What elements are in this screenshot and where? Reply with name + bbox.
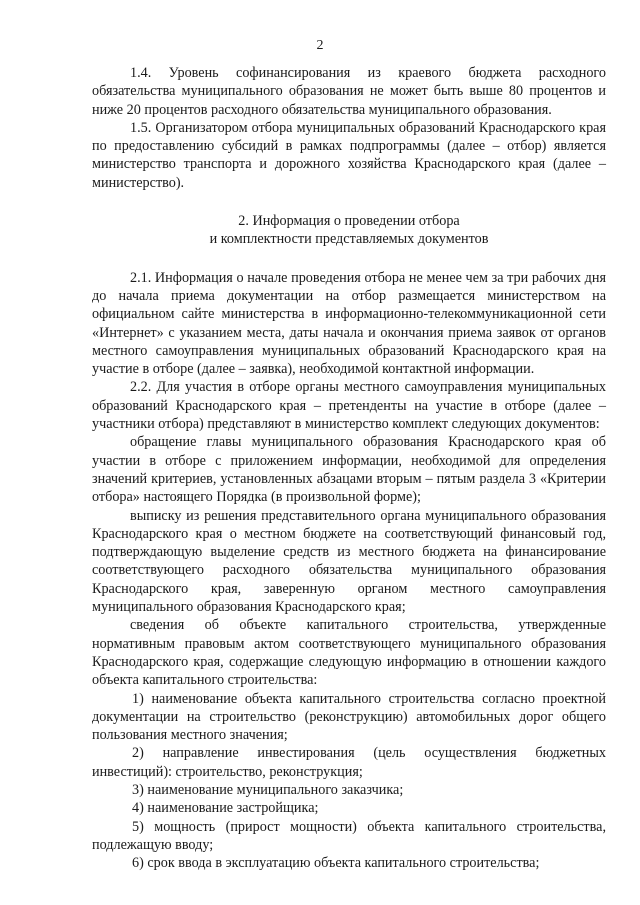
paragraph-2-2: 2.2. Для участия в отборе органы местного самоуправления муниципальных образований Краснодарского края – претенденты на участие в отборе (далее – участники отбора) представляют в министерство комплект следующих документов:: [92, 379, 606, 433]
document-item-budget-extract: выписку из решения представительного органа муниципального образования Краснодарского края о местном бюджете на соответствующий финансовый год, подтверждающую выделение средств из местного бюджета на финансирование соответствующего расходного обязательства муниципального образования Краснодарского края, заверенную органом местного самоуправления муниципального образования Краснодарского края;: [92, 507, 606, 616]
section-2-heading-line-2: и комплектности представляемых документов: [209, 231, 489, 248]
document-item-object-info: сведения об объекте капитального строительства, утвержденные нормативным правовым актом соответствующего муниципального образования Краснодарского края, содержащие следующую информацию в отношении каждого объекта капитального строительства:: [92, 617, 606, 689]
document-body: [92, 64, 606, 872]
paragraph-1-5: 1.5. Организатором отбора муниципальных образований Краснодарского края по предоставлению субсидий в рамках подпрограммы (далее – отбор) является министерство транспорта и дорожного хозяйства Краснодарского края (далее – министерство).: [92, 119, 606, 191]
list-item: 6) срок ввода в эксплуатацию объекта капитального строительства;: [132, 855, 540, 872]
document-item-appeal: обращение главы муниципального образования Краснодарского края об участии в отборе с приложением информации, необходимой для определения значений критериев, установленных абзацами вторым – пятым раздела 3 «Критерии отбора» настоящего Порядка (в произвольной форме);: [92, 434, 606, 506]
section-2-heading-line-1: 2. Информация о проведении отбора: [238, 213, 460, 230]
list-item: 2) направление инвестирования (цель осуществления бюджетных инвестиций): строительство, реконструкция;: [92, 745, 606, 780]
page-number: 2: [316, 38, 324, 53]
paragraph-2-1: 2.1. Информация о начале проведения отбора не менее чем за три рабочих дня до начала приема документации на отбор размещается министерством на официальном сайте министерства в информационно-телекоммуникационной сети «Интернет» с указанием места, даты начала и окончания приема заявок от органов местного самоуправления муниципальных образований Краснодарского края на участие в отборе (далее – заявка), необходимой контактной информации.: [92, 269, 606, 378]
list-item: 5) мощность (прирост мощности) объекта капитального строительства, подлежащую вводу;: [92, 818, 606, 853]
paragraph-1-4: 1.4. Уровень софинансирования из краевого бюджета расходного обязательства муниципального образования не может быть выше 80 процентов и ниже 20 процентов расходного обязательства муниципального образования.: [92, 65, 606, 118]
list-item: 4) наименование застройщика;: [132, 800, 319, 817]
section-2-heading: [92, 212, 606, 249]
list-item: 1) наименование объекта капитального строительства согласно проектной документации на строительство (реконструкцию) автомобильных дорог общего пользования местного значения;: [92, 690, 606, 744]
list-item: 3) наименование муниципального заказчика;: [132, 781, 404, 798]
